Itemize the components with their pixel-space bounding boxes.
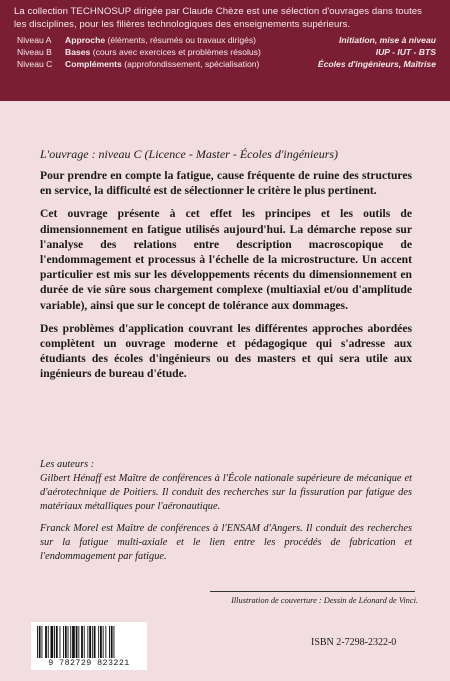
level-detail: (approfondissement, spécialisation) [121, 59, 260, 69]
description-paragraph: Cet ouvrage présente à cet effet les principes et les outils de dimensionnement en fatigue utilisés aujourd'hui. La démarche repose sur l'analyse des relations entre description macroscopique de l'endommagement et processus à l'échelle de la microstructure. Un accent particulier est mis sur les développements récents du dimensionnement en durée de vie sûre sous chargement complexe (multiaxial et/ou d'amplitude variable), ainsi que sur le concept de tolérance aux dommages. [40, 207, 412, 312]
book-level-heading: L'ouvrage : niveau C (Licence - Master - Écoles d'ingénieurs) [40, 147, 339, 161]
author-bio: Gilbert Hénaff est Maître de conférences à l'École nationale supérieure de mécanique et d'aérotechnique de Poitiers. Il conduit des recherches sur la fissuration par fatigue des matériaux métalliques pour l'aéronautique. [40, 473, 412, 512]
divider [210, 591, 415, 592]
level-tag: IUP - IUT - BTS [375, 47, 436, 57]
description-paragraph: Pour prendre en compte la fatigue, cause fréquente de ruine des structures en service, la difficulté est de sélectionner le critère le plus pertinent. [40, 169, 412, 198]
collection-banner [0, 0, 450, 101]
level-detail: (éléments, résumés ou travaux dirigés) [105, 35, 257, 45]
level-key: Compléments [65, 59, 122, 69]
level-list [14, 34, 436, 70]
level-row-a [14, 34, 436, 46]
author-bio: Franck Morel est Maître de conférences à l'ENSAM d'Angers. Il conduit des recherches sur la fatigue multi-axiale et le lien entre les procédés de fabrication et l'endommagement par fatigue. [40, 523, 412, 562]
description-paragraph: Des problèmes d'application couvrant les différentes approches abordées complètent un ouvrage moderne et pédagogique qui s'adresse aux étudiants des écoles d'ingénieurs ou des masters et qui sera utile aux ingénieurs de bureau d'étude. [40, 321, 412, 381]
level-tag: Écoles d'ingénieurs, Maîtrise [317, 59, 436, 69]
collection-intro: La collection TECHNOSUP dirigée par Claude Chèze est une sélection d'ouvrages dans toutes les disciplines, pour les filières technologiques des enseignements supérieurs. [14, 6, 423, 30]
level-description [65, 58, 314, 70]
level-key: Approche [65, 35, 106, 45]
level-description [65, 46, 372, 58]
isbn: ISBN 2-7298-2322-0 [311, 637, 397, 648]
authors-heading: Les auteurs : [40, 459, 95, 470]
level-key: Bases [65, 47, 91, 57]
level-tag: Initiation, mise à niveau [339, 35, 436, 45]
barcode-number: 9 782729 823221 [48, 658, 130, 668]
authors-section [40, 458, 412, 572]
level-detail: (cours avec exercices et problèmes résolus) [90, 47, 261, 57]
book-description [40, 147, 412, 390]
level-row-b [14, 46, 436, 58]
level-row-c [14, 58, 436, 70]
barcode [31, 622, 147, 670]
level-description [65, 34, 335, 46]
barcode-bars-icon [37, 626, 141, 658]
level-name: Niveau C [17, 59, 53, 69]
level-name: Niveau B [17, 47, 52, 57]
cover-credit: Illustration de couverture : Dessin de Léonard de Vinci. [231, 596, 418, 605]
level-name: Niveau A [17, 35, 52, 45]
